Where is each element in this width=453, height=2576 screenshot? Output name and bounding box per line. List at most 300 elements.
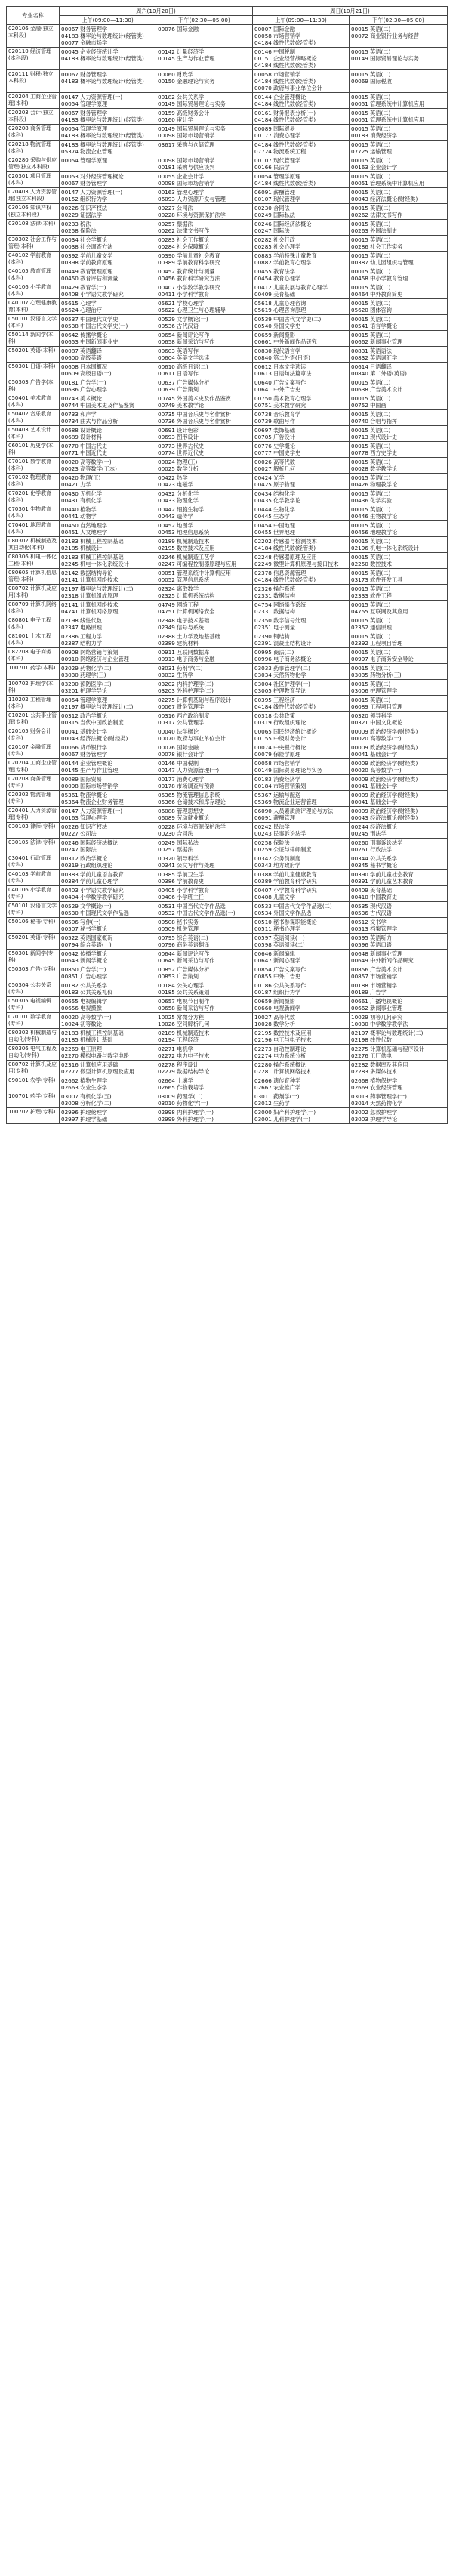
major-cell: 020111 财税(独立本科段) [7, 70, 60, 93]
sunday-afternoon-cell: 00015 英语(二) 00778 西方史学史 [350, 442, 448, 458]
sunday-afternoon-cell: 00015 英语(二) 02250 数控技术 [350, 553, 448, 569]
sunday-morning-cell: 00146 中国税制 00151 企业经营战略概论 04184 线性代数(经管类) [253, 48, 350, 70]
table-row [7, 569, 448, 585]
sunday-afternoon-cell: 00015 英语(二) 00163 企业会计学 [350, 156, 448, 172]
saturday-afternoon-cell: 02189 机械制造技术 02195 数控技术及应用 [156, 537, 253, 553]
saturday-morning-cell: 00529 文学概论(一) 00530 中国现代文学作品选 [60, 902, 156, 918]
sunday-afternoon-cell: 02197 概率论与数理统计(二) 02198 线性代数 [350, 1029, 448, 1045]
saturday-morning-cell: 03200 预防医学(二) 03201 护理学导论 [60, 680, 156, 696]
sunday-morning-cell: 00854 广告文案写作 00855 中外广告史 [253, 965, 350, 981]
sunday-morning-cell: 02248 传感器原理及应用 02249 微型计算机原理与接口技术 [253, 553, 350, 569]
saturday-afternoon-cell: 00654 新闻评论写作 00658 新闻采访与写作 [156, 331, 253, 347]
table-row [7, 712, 448, 727]
major-cell: 050301 日语(本科) [7, 363, 60, 378]
major-cell: 070201 化学教育(本科) [7, 490, 60, 505]
table-row [7, 743, 448, 759]
sunday-afternoon-cell: 00015 英语(二) 00072 商业银行业务与经营 [350, 25, 448, 48]
table-row [7, 537, 448, 553]
saturday-afternoon-cell: 02664 土壤学 02665 作物栽培学 [156, 1076, 253, 1092]
saturday-morning-cell: 00312 政治学概论 00315 当代中国政治制度 [60, 712, 156, 727]
table-row [7, 902, 448, 918]
sunday-morning-cell: 00434 结构化学 00435 化学教学论 [253, 490, 350, 505]
sunday-afternoon-cell: 00015 英语(二) 00638 广告美术设计 [350, 378, 448, 394]
saturday-afternoon-cell: 06088 管理思想史 06089 劳动就业概论 [156, 807, 253, 823]
major-cell: 050201 英语(专科) [7, 934, 60, 950]
table-row [7, 188, 448, 204]
sunday-morning-cell: 00395 工程经济 04184 线性代数(经管类) [253, 696, 350, 712]
saturday-afternoon-cell: 00773 世界古代史 00774 世界近代史 [156, 442, 253, 458]
sunday-afternoon-cell: 00015 英语(二) 06089 工程项目管理 [350, 696, 448, 712]
sunday-afternoon-cell: 00409 美育基础 00410 中国教育史 [350, 886, 448, 902]
table-row [7, 172, 448, 188]
sunday-morning-cell: 00258 保险法 00259 公证与律师制度 [253, 839, 350, 854]
saturday-morning-cell: 00041 基础会计学 00043 经济法概论(财经类) [60, 727, 156, 743]
saturday-afternoon-cell: 00055 企业会计学 00098 国际市场营销学 [156, 172, 253, 188]
sunday-afternoon-cell: 00856 广告美术设计 00857 市场营销学 [350, 965, 448, 981]
major-cell: 060101 历史学(本科) [7, 442, 60, 458]
sunday-afternoon-cell: 00015 英语(二) 00149 国际贸易理论与实务 [350, 48, 448, 70]
sunday-afternoon-cell: 00015 英语(二) 00456 地理教学论 [350, 521, 448, 537]
table-row [7, 283, 448, 299]
saturday-afternoon-cell: 02388 土力学及地基基础 02389 建筑材料 [156, 632, 253, 648]
saturday-afternoon-cell: 00024 物理(工) 00025 数学分析 [156, 458, 253, 474]
saturday-afternoon-cell: 00184 公关心理学 00185 公共关系策划 [156, 981, 253, 997]
table-row [7, 791, 448, 807]
sunday-morning-cell: 00995 商法(二) 00996 电子商务法概论 [253, 648, 350, 664]
saturday-afternoon-cell: 00422 热学 00423 电磁学 [156, 474, 253, 490]
saturday-afternoon-cell: 05621 学校心理学 05622 心理卫生与心理辅导 [156, 299, 253, 315]
sunday-morning-cell: 00738 音乐教育学 00739 歌曲写作 [253, 410, 350, 426]
table-row [7, 252, 448, 267]
sunday-morning-cell: 00242 民法学 00243 民事诉讼法学 [253, 823, 350, 839]
major-cell: 020301 项目管理(本科) [7, 172, 60, 188]
sunday-afternoon-cell: 00015 英语(二) 00446 生物教学论 [350, 505, 448, 521]
major-cell: 100702 护理(专科) [7, 1108, 60, 1124]
table-row [7, 601, 448, 616]
sunday-morning-cell: 00407 小学教育科学研究 00408 儿童文学 [253, 886, 350, 902]
table-row [7, 442, 448, 458]
sunday-morning-cell: 02280 操作系统概论 02281 计算机网络技术 [253, 1061, 350, 1076]
major-cell: 030108 法律(本科) [7, 220, 60, 236]
table-row [7, 474, 448, 490]
saturday-afternoon-cell: 00227 公司法 00228 环境与资源保护法学 [156, 204, 253, 220]
saturday-morning-cell: 02269 电工原理 02270 模拟电路与数字电路 [60, 1045, 156, 1061]
saturday-afternoon-cell: 02246 机械制造工艺学 02247 可编程控制器原理与应用 [156, 553, 253, 569]
saturday-morning-cell: 00147 人力资源管理(一) 00163 管理心理学 [60, 807, 156, 823]
table-row [7, 1061, 448, 1076]
schedule-body [7, 25, 448, 1124]
sunday-morning-cell: 00612 日本文学选读 00613 日语句法篇章法 [253, 363, 350, 378]
saturday-morning-cell: 02183 机械工程控制基础 02245 机电一体化系统设计 [60, 553, 156, 569]
table-row [7, 918, 448, 934]
table-row [7, 426, 448, 442]
sunday-morning-cell: 00342 公务员制度 00343 地方政府学 [253, 854, 350, 870]
sunday-morning-cell: 00646 新闻编辑 00647 新闻心理学 [253, 950, 350, 965]
table-row [7, 1076, 448, 1092]
sunday-morning-cell: 00058 市场营销学 04184 线性代数(经管类) 00070 政府与事业单位会计 [253, 70, 350, 93]
table-row [7, 315, 448, 331]
saturday-morning-cell: 02141 计算机网络技术 04741 计算机网络原理 [60, 601, 156, 616]
sunday-morning-cell: 00510 秘书参谋职能概论 00511 秘书心理学 [253, 918, 350, 934]
saturday-morning-cell: 00067 财务管理学 04183 概率论与数理统计(经管类) 00077 金融市场学 [60, 25, 156, 48]
saturday-morning-cell: 00733 和声学 00734 曲式与作品分析 [60, 410, 156, 426]
sunday-afternoon-cell: 00009 政治经济学(财经类) 00043 经济法概论(财经类) [350, 807, 448, 823]
sunday-morning-cell: 00697 装饰基础 00705 广告设计 [253, 426, 350, 442]
sunday-morning-cell: 00640 广告文案写作 00641 中外广告史 [253, 378, 350, 394]
sunday-afternoon-cell: 03002 急救护理学 03003 护理学导论 [350, 1108, 448, 1124]
table-row [7, 1108, 448, 1124]
sunday-morning-cell: 00659 新闻摄影 00661 中外新闻作品研究 [253, 331, 350, 347]
sunday-morning-cell: 03004 社区护理学(一) 03005 护理教育导论 [253, 680, 350, 696]
major-cell: 020105 财务会计(专科) [7, 727, 60, 743]
saturday-afternoon-cell: 00159 高级财务会计 00160 审计学 [156, 109, 253, 125]
sunday-afternoon-cell: 00661 广播电视概论 00662 新闻事业管理 [350, 997, 448, 1013]
sunday-morning-cell: 00318 公共政策 00319 行政组织理论 [253, 712, 350, 727]
table-row [7, 141, 448, 156]
table-row [7, 1029, 448, 1045]
sunday-afternoon-cell: 00015 英语(二) 00752 中国画 [350, 394, 448, 410]
table-row [7, 934, 448, 950]
saturday-afternoon-cell: 00228 环境与资源保护法学 00230 合同法 [156, 823, 253, 839]
table-row [7, 648, 448, 664]
saturday-afternoon-cell: 00040 法学概论 00070 政府与事业单位会计 [156, 727, 253, 743]
saturday-morning-cell: 05615 心理学 05624 心理治疗 [60, 299, 156, 315]
saturday-morning-cell: 00506 写作(一) 00507 秘书学概论 [60, 918, 156, 934]
major-cell: 050114 新闻学(本科) [7, 331, 60, 347]
sunday-morning-cell: 00186 公共关系写作 00187 组织行为学 [253, 981, 350, 997]
saturday-morning-cell: 00392 学前儿童文学 00398 学前教育原理 [60, 252, 156, 267]
saturday-morning-cell: 03029 药物化学(二) 03030 药理学(三) [60, 664, 156, 680]
saturday-afternoon-cell: 00060 财政学 00150 金融理论与实务 [156, 70, 253, 93]
table-row [7, 267, 448, 283]
major-cell: 050101 汉语言文学(本科) [7, 315, 60, 331]
major-cell: 100701 药学(本科) [7, 664, 60, 680]
saturday-afternoon-cell: 02271 电机学 02272 电力电子技术 [156, 1045, 253, 1061]
saturday-morning-cell: 00608 日本国概况 00609 高级日语(一) [60, 363, 156, 378]
major-cell: 020280 采购与供应管理(独立本科段) [7, 156, 60, 172]
sunday-afternoon-cell: 00015 英语(二) 02352 通信原理 [350, 616, 448, 632]
saturday-morning-cell: 00743 美术概论 00744 中国美术史及作品鉴赏 [60, 394, 156, 410]
major-cell: 080709 计算机网络(本科) [7, 601, 60, 616]
sunday-morning-cell: 02390 钢结构 02391 混凝土结构设计 [253, 632, 350, 648]
sunday-afternoon-cell: 00015 英语(二) 00426 物理教学论 [350, 474, 448, 490]
major-cell: 020204 工商企业管理(专科) [7, 759, 60, 775]
major-cell: 050305 电视编辑(专科) [7, 997, 60, 1013]
sunday-afternoon-cell: 00015 英语(二) 00183 消费经济学 [350, 125, 448, 141]
sunday-afternoon-cell: 00015 英语(二) 00740 合唱与指挥 [350, 410, 448, 426]
saturday-morning-cell: 00430 无机化学 00431 有机化学 [60, 490, 156, 505]
exam-schedule-table [6, 6, 448, 1124]
saturday-afternoon-cell: 00603 英语写作 00604 英美文学选读 [156, 347, 253, 363]
saturday-morning-cell: 00770 中国古代史 00771 中国近代史 [60, 442, 156, 458]
major-cell: 080605 计算机信息管理(本科) [7, 569, 60, 585]
major-cell: 080801 电子工程(本科) [7, 616, 60, 632]
sunday-morning-cell: 00054 管理学原理 04184 线性代数(经管类) [253, 172, 350, 188]
header-saturday-afternoon: 下午(02:30—05:00) [156, 16, 253, 25]
sunday-morning-cell: 00074 中央银行概论 00079 保险学原理 [253, 743, 350, 759]
major-cell: 050403 艺术设计(本科) [7, 426, 60, 442]
sunday-afternoon-cell: 00009 政治经济学(财经类) 00020 高等数学(一) [350, 727, 448, 743]
saturday-afternoon-cell: 00385 学前卫生学 00386 学前教育史 [156, 870, 253, 886]
table-row [7, 70, 448, 93]
table-row [7, 331, 448, 347]
table-row [7, 1013, 448, 1029]
major-cell: 040105 教育管理(本科) [7, 267, 60, 283]
major-cell: 050106 秘书(专科) [7, 918, 60, 934]
major-cell: 020203 会计(独立本科段) [7, 109, 60, 125]
saturday-morning-cell: 00054 管理学原理 04183 概率论与数理统计(经管类) [60, 125, 156, 141]
saturday-afternoon-cell: 00390 学前儿童社会教育 00389 学前教育科学研究 [156, 252, 253, 267]
sunday-afternoon-cell: 02282 数据库及其应用 02283 多媒体技术 [350, 1061, 448, 1076]
table-row [7, 965, 448, 981]
header-sunday-afternoon: 下午(02:30—05:00) [350, 16, 448, 25]
sunday-afternoon-cell: 00015 英语(二) 00387 幼儿园组织与管理 [350, 252, 448, 267]
major-cell: 030302 社会工作与管理(本科) [7, 236, 60, 252]
sunday-morning-cell: 00444 生物化学 00445 生态学 [253, 505, 350, 521]
sunday-morning-cell: 02350 数字信号处理 02351 电子测量 [253, 616, 350, 632]
sunday-afternoon-cell: 00260 刑事诉讼法学 00261 行政法学 [350, 839, 448, 854]
sunday-afternoon-cell: 00188 市场营销学 00189 广告学 [350, 981, 448, 997]
saturday-afternoon-cell: 00442 细胞生物学 00443 遗传学 [156, 505, 253, 521]
saturday-morning-cell: 02386 工程力学 02387 结构力学 [60, 632, 156, 648]
saturday-morning-cell: 00233 税法 00258 保险法 [60, 220, 156, 236]
saturday-morning-cell: 02183 机械工程控制基础 02185 机械设计基础 [60, 1029, 156, 1045]
saturday-morning-cell: 00226 知识产权法 00229 证据法学 [60, 204, 156, 220]
saturday-afternoon-cell: 03009 药理学(二) 03010 药物化学(一) [156, 1092, 253, 1108]
sunday-afternoon-cell: 00015 英语(二) 00997 电子商务安全导论 [350, 648, 448, 664]
saturday-morning-cell: 00147 人力资源管理(一) 00054 管理学原理 [60, 93, 156, 109]
table-row [7, 93, 448, 109]
saturday-morning-cell: 02996 护理伦理学 02997 护理学基础 [60, 1108, 156, 1124]
sunday-afternoon-cell: 00595 英语听力 00596 英语口语 [350, 934, 448, 950]
saturday-afternoon-cell: 03031 药剂学(二) 03032 生药学 [156, 664, 253, 680]
saturday-morning-cell: 00449 教育管理原理 00450 教育评估和测量 [60, 267, 156, 283]
saturday-morning-cell: 00908 网络营销与策划 00910 网络经济与企业管理 [60, 648, 156, 664]
major-cell: 030105 法律(专科) [7, 839, 60, 854]
table-row [7, 48, 448, 70]
sunday-morning-cell: 00776 史学概论 00777 中国史学史 [253, 442, 350, 458]
sunday-morning-cell: 02666 遗传育种学 02667 农业推广学 [253, 1076, 350, 1092]
sunday-morning-cell: 00058 市场营销学 00149 国际贸易理论与实务 [253, 759, 350, 775]
sunday-afternoon-cell: 00015 英语(二) 03173 软件开发工具 [350, 569, 448, 585]
sunday-afternoon-cell: 00614 日语翻译 00840 第二外语(英语) [350, 363, 448, 378]
major-cell: 020218 物流管理(本科) [7, 141, 60, 156]
saturday-afternoon-cell: 00316 西方政治制度 00317 公共管理学 [156, 712, 253, 727]
major-cell: 081001 土木工程(本科) [7, 632, 60, 648]
table-row [7, 632, 448, 648]
table-row [7, 823, 448, 839]
table-row [7, 854, 448, 870]
major-cell: 020208 商务管理(本科) [7, 125, 60, 141]
sunday-afternoon-cell: 00009 政治经济学(财经类) 00020 高等数学(一) [350, 759, 448, 775]
saturday-morning-cell: 00020 高等数学(一) 10024 初等数论 [60, 1013, 156, 1029]
sunday-morning-cell: 00388 学前儿童健康教育 00389 学前教育科学研究 [253, 870, 350, 886]
header-row-days [7, 7, 448, 16]
sunday-morning-cell: 03000 妇产科护理学(一) 03001 儿科护理学(一) [253, 1108, 350, 1124]
sunday-morning-cell: 00424 光学 00425 原子物理 [253, 474, 350, 490]
table-row [7, 727, 448, 743]
sunday-morning-cell: 00144 企业管理概论 04184 线性代数(经管类) [253, 93, 350, 109]
saturday-afternoon-cell: 00452 教育统计与测量 00456 教育科学研究方法 [156, 267, 253, 283]
table-row [7, 839, 448, 854]
saturday-afternoon-cell: 00177 消费心理学 00178 市场调查与预测 [156, 775, 253, 791]
sunday-afternoon-cell: 00015 英语(二) 00458 中小学教育管理 [350, 267, 448, 283]
saturday-morning-cell: 00045 企业经济统计学 04183 概率论与数理统计(经管类) [60, 48, 156, 70]
saturday-morning-cell: 04183 概率论与数理统计(经管类) 05374 物流企业管理 [60, 141, 156, 156]
major-cell: 050303 广告(专科) [7, 965, 60, 981]
sunday-morning-cell: 00089 国际贸易 00177 消费心理学 [253, 125, 350, 141]
saturday-afternoon-cell: 02278 程序设计 02279 数据结构导论 [156, 1061, 253, 1076]
sunday-morning-cell: 02195 数控技术及应用 02196 电工与电子技术 [253, 1029, 350, 1045]
sunday-afternoon-cell: 00009 政治经济学(财经类) 00041 基础会计学 [350, 791, 448, 807]
major-cell: 020106 金融(独立本科段) [7, 25, 60, 48]
sunday-afternoon-cell: 00009 政治经济学(财经类) 00041 基础会计学 [350, 743, 448, 759]
major-cell: 050401 美术教育(本科) [7, 394, 60, 410]
saturday-afternoon-cell: 00076 国际金融 [156, 25, 253, 48]
sunday-morning-cell: 00230 合同法 00249 国际私法 [253, 204, 350, 220]
saturday-afternoon-cell: 00163 管理心理学 06093 人力资源开发与管理 [156, 188, 253, 204]
major-cell: 110202 工程管理(本科) [7, 696, 60, 712]
sunday-afternoon-cell: 00015 英语(二) 00436 化学实验 [350, 490, 448, 505]
saturday-morning-cell: 00688 设计概论 00689 设计材料 [60, 426, 156, 442]
saturday-morning-cell: 00053 对外经济管理概论 00067 财务管理学 [60, 172, 156, 188]
table-row [7, 220, 448, 236]
sunday-afternoon-cell: 00015 英语(二) 00028 数学教学论 [350, 458, 448, 474]
table-row [7, 696, 448, 712]
saturday-morning-cell: 00642 传播学概论 00643 新闻学概论 [60, 950, 156, 965]
sunday-afternoon-cell: 00015 英语(二) 00043 经济法概论(财经类) [350, 188, 448, 204]
table-row [7, 156, 448, 172]
saturday-morning-cell: 00655 电视编辑学 00656 电视摄像 [60, 997, 156, 1013]
major-cell: 020208 商务管理(专科) [7, 775, 60, 791]
saturday-morning-cell: 00537 中国现代文学史 00538 中国古代文学史(一) [60, 315, 156, 331]
table-row [7, 1092, 448, 1108]
major-cell: 100702 护理学(本科) [7, 680, 60, 696]
saturday-afternoon-cell: 00320 领导科学 00341 公文写作与处理 [156, 854, 253, 870]
table-row [7, 505, 448, 521]
saturday-afternoon-cell: 02189 机械制造技术 02194 工程经济 [156, 1029, 253, 1045]
sunday-afternoon-cell: 00015 英语(二) 00662 新闻事业管理 [350, 331, 448, 347]
sunday-afternoon-cell: 00015 英语(二) 00286 社会工作实务 [350, 236, 448, 252]
saturday-afternoon-cell: 03617 采购与仓储管理 [156, 141, 253, 156]
sunday-afternoon-cell: 00015 英语(二) 03006 护理管理学 [350, 680, 448, 696]
saturday-morning-cell: 00312 政治学概论 00319 行政组织理论 [60, 854, 156, 870]
saturday-afternoon-cell: 00182 公共关系学 00149 国际贸易理论与实务 [156, 93, 253, 109]
sunday-afternoon-cell: 10029 初等几何研究 10030 中学数学教学法 [350, 1013, 448, 1029]
major-cell: 080702 计算机及应用(专科) [7, 1061, 60, 1076]
major-cell: 040106 小学教育(专科) [7, 886, 60, 902]
sunday-afternoon-cell: 02668 植物保护学 02669 农业经济管理 [350, 1076, 448, 1092]
sunday-afternoon-cell: 03013 药事管理学(一) 03014 天然药物化学 [350, 1092, 448, 1108]
saturday-morning-cell: 00144 企业管理概论 00145 生产与作业管理 [60, 759, 156, 775]
sunday-afternoon-cell: 00009 政治经济学(财经类) 00041 基础会计学 [350, 775, 448, 791]
major-cell: 030401 行政管理(专科) [7, 854, 60, 870]
table-row [7, 775, 448, 791]
sunday-morning-cell: 02326 操作系统 02331 数据结构 [253, 585, 350, 601]
major-cell: 040103 学前教育(专科) [7, 870, 60, 886]
saturday-morning-cell: 02198 线性代数 02347 电路原理 [60, 616, 156, 632]
sunday-morning-cell: 00282 社会行政 00285 社会心理学 [253, 236, 350, 252]
sunday-morning-cell: 00107 现代管理学 00166 民法学 [253, 156, 350, 172]
sunday-afternoon-cell: 00015 英语(二) 02392 工程项目管理 [350, 632, 448, 648]
sunday-morning-cell: 00026 高等代数 00027 解析几何 [253, 458, 350, 474]
table-row [7, 394, 448, 410]
table-row [7, 1045, 448, 1061]
sunday-morning-cell: 00455 教育法学 00454 教育心理学 [253, 267, 350, 283]
sunday-morning-cell: 04754 网络操作系统 02331 数据结构 [253, 601, 350, 616]
major-cell: 070301 生物教育(本科) [7, 505, 60, 521]
table-row [7, 458, 448, 474]
table-row [7, 378, 448, 394]
saturday-afternoon-cell: 02348 电子技术基础 02349 信号与系统 [156, 616, 253, 632]
saturday-afternoon-cell: 00405 小学科学教育 00406 小学班主任 [156, 886, 253, 902]
sunday-afternoon-cell: 00390 学前儿童社会教育 00391 学前儿童艺术教育 [350, 870, 448, 886]
saturday-morning-cell: 05361 物流学概论 05364 物流企业财务管理 [60, 791, 156, 807]
major-cell: 030106 知识产权(独立本科段) [7, 204, 60, 220]
sunday-morning-cell: 00246 国际经济法概论 00247 国际法 [253, 220, 350, 236]
header-day-saturday: 周六(10月20日) [60, 7, 253, 16]
major-cell: 080306 机电一体化工程(本科) [7, 553, 60, 569]
saturday-afternoon-cell: 00283 社会工作概论 00284 社会保障概论 [156, 236, 253, 252]
major-cell: 070401 地理教育(本科) [7, 521, 60, 537]
sunday-afternoon-cell: 00015 英语(二) 00051 管理系统中计算机应用 [350, 172, 448, 188]
saturday-afternoon-cell: 00407 小学数学教学研究 00411 小学科学教育 [156, 283, 253, 299]
saturday-morning-cell: 00450 自然地理学 00451 人文地理学 [60, 521, 156, 537]
sunday-morning-cell: 00539 中国古代文学史(二) 00540 外国文学史 [253, 315, 350, 331]
major-cell: 010201 公共事业管理(专科) [7, 712, 60, 727]
major-cell: 050304 公共关系(专科) [7, 981, 60, 997]
table-row [7, 363, 448, 378]
header-saturday-morning: 上午(09:00—11:30) [60, 16, 156, 25]
saturday-morning-cell: 00226 知识产权法 00227 公司法 [60, 823, 156, 839]
saturday-morning-cell: 00642 传播学概论 00653 中国新闻事业史 [60, 331, 156, 347]
saturday-afternoon-cell: 00142 计量经济学 00145 生产与作业管理 [156, 48, 253, 70]
major-cell: 040106 小学教育(本科) [7, 283, 60, 299]
saturday-afternoon-cell: 00531 中国当代文学作品选 00532 中国古代文学作品选(一) [156, 902, 253, 918]
sunday-afternoon-cell: 00535 现代汉语 00536 古代汉语 [350, 902, 448, 918]
sunday-morning-cell: 05367 运输与配送 05369 物流企业运营管理 [253, 791, 350, 807]
saturday-morning-cell: 00403 小学语文教学研究 00404 小学数学教学研究 [60, 886, 156, 902]
sunday-afternoon-cell: 00015 英语(二) 02196 机电一体化系统设计 [350, 537, 448, 553]
sunday-afternoon-cell: 00015 英语(二) 00541 语言学概论 [350, 315, 448, 331]
table-row [7, 585, 448, 601]
sunday-morning-cell: 05618 儿童心理咨询 05619 心理咨询原理 [253, 299, 350, 315]
sunday-afternoon-cell: 00831 英语语法 00832 英语词汇学 [350, 347, 448, 363]
sunday-morning-cell: 10027 高等代数 10028 数学分析 [253, 1013, 350, 1029]
saturday-afternoon-cell: 02275 计算机基础与程序设计 00067 财务管理学 [156, 696, 253, 712]
sunday-morning-cell: 03033 药事管理学(二) 03034 天然药物化学 [253, 664, 350, 680]
table-row [7, 807, 448, 823]
header-sunday-morning: 上午(09:00—11:30) [253, 16, 350, 25]
saturday-morning-cell: 02142 数据结构导论 02141 计算机网络技术 [60, 569, 156, 585]
major-cell: 050201 英语(本科) [7, 347, 60, 363]
sunday-morning-cell: 03011 药剂学(一) 03012 生药学 [253, 1092, 350, 1108]
table-row [7, 347, 448, 363]
table-row [7, 759, 448, 775]
saturday-afternoon-cell: 00249 国际私法 00257 票据法 [156, 839, 253, 854]
sunday-morning-cell: 06091 薪酬管理 00107 现代管理学 [253, 188, 350, 204]
saturday-morning-cell: 00420 物理(工) 00421 力学 [60, 474, 156, 490]
major-cell: 030103 律师(专科) [7, 823, 60, 839]
table-row [7, 521, 448, 537]
saturday-afternoon-cell: 00098 国际市场营销学 00181 采购与供应谈判 [156, 156, 253, 172]
table-row [7, 109, 448, 125]
saturday-afternoon-cell: 00452 地图学 00453 地理信息系统 [156, 521, 253, 537]
saturday-morning-cell: 02183 机械工程控制基础 02185 机械设计 [60, 537, 156, 553]
sunday-morning-cell: 06090 人员素质测评理论与方法 06091 薪酬管理 [253, 807, 350, 823]
saturday-afternoon-cell: 04749 网络工程 04751 计算机网络安全 [156, 601, 253, 616]
sunday-morning-cell: 02202 传感器与检测技术 04184 线性代数(经管类) [253, 537, 350, 553]
